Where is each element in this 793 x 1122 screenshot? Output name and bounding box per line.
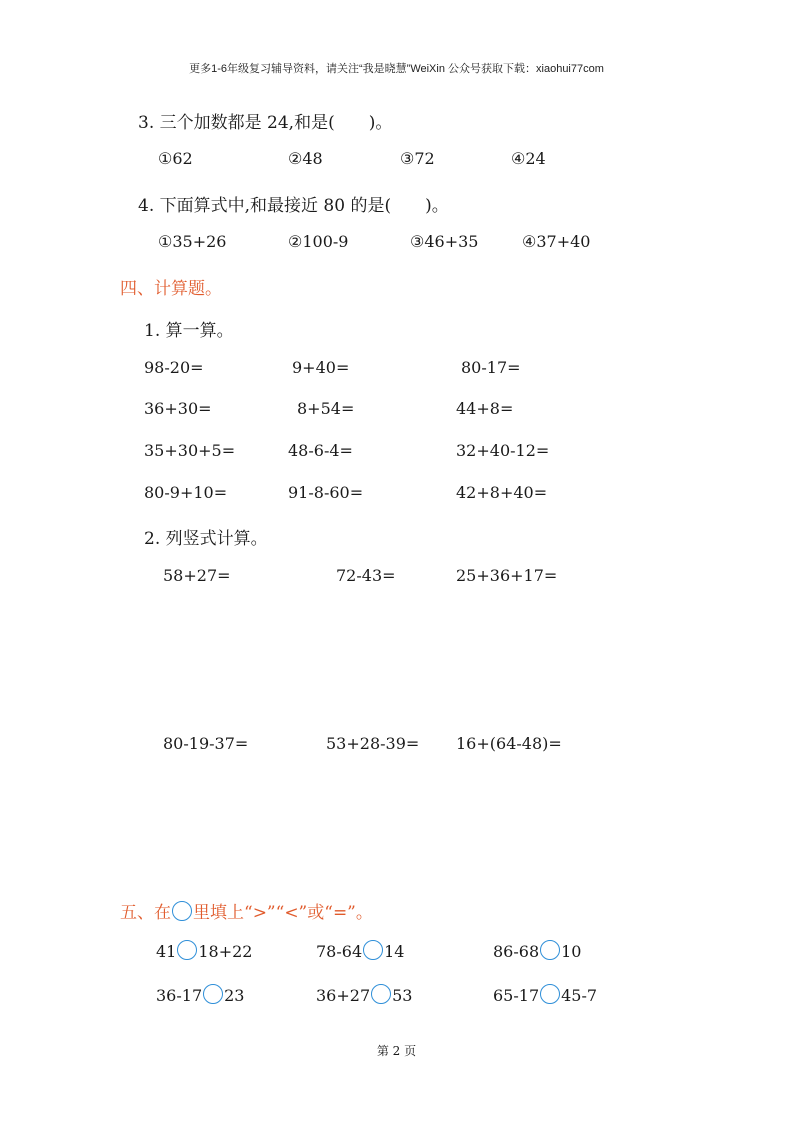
page-number: 第 2 页 [376,1044,417,1058]
compare-left: 86-68 [493,942,540,961]
calc-item: 35+30+5= [144,441,236,460]
q4-option-1: ①35+26 [158,232,227,251]
vertical-calc-item: 53+28-39= [326,734,420,753]
calc-item: 32+40-12= [456,441,550,460]
part-2-title: 2. 列竖式计算。 [144,529,268,549]
calc-item: 8+54= [297,399,355,418]
question-3: 3. 三个加数都是 24,和是( )。 [138,113,393,133]
page-header: 更多1-6年级复习辅导资料，请关注“我是晓慧”WeiXin 公众号获取下载：xiaohui77com [189,63,604,75]
vertical-calc-item: 58+27= [163,566,231,585]
q3-option-2: ②48 [288,149,323,168]
compare-item [316,984,412,1005]
compare-item [156,984,244,1005]
calc-item: 98-20= [144,358,204,377]
circle-icon [172,901,192,921]
q4-option-4: ④37+40 [522,232,591,251]
compare-right: 10 [561,942,582,961]
section-5-title-end: 里填上“>”“<”或“=”。 [193,903,373,923]
question-4: 4. 下面算式中,和最接近 80 的是( )。 [138,196,449,216]
q3-option-1: ①62 [158,149,193,168]
section-5-title-start: 五、在 [120,903,171,923]
calc-item: 48-6-4= [288,441,353,460]
calc-item: 44+8= [456,399,514,418]
compare-left: 36-17 [156,986,203,1005]
compare-circle-blank[interactable] [363,940,383,960]
compare-item [493,984,597,1005]
compare-right: 14 [384,942,405,961]
section-5-title [120,898,373,923]
compare-right: 45-7 [561,986,598,1005]
compare-left: 36+27 [316,986,371,1005]
compare-item [493,940,581,961]
compare-right: 23 [224,986,245,1005]
calc-item: 36+30= [144,399,212,418]
calc-item: 42+8+40= [456,483,548,502]
vertical-calc-item: 72-43= [336,566,396,585]
compare-circle-blank[interactable] [540,984,560,1004]
vertical-calc-item: 25+36+17= [456,566,558,585]
q4-option-3: ③46+35 [410,232,479,251]
compare-left: 78-64 [316,942,363,961]
q3-option-3: ③72 [400,149,435,168]
vertical-calc-item: 80-19-37= [163,734,249,753]
calc-item: 80-17= [461,358,521,377]
section-4-title: 四、计算题。 [120,279,222,299]
compare-item [316,940,404,961]
q4-option-2: ②100-9 [288,232,349,251]
compare-right: 53 [392,986,413,1005]
compare-left: 65-17 [493,986,540,1005]
calc-item: 80-9+10= [144,483,228,502]
compare-circle-blank[interactable] [371,984,391,1004]
vertical-calc-item: 16+(64-48)= [456,734,562,753]
compare-left: 41 [156,942,177,961]
calc-item: 91-8-60= [288,483,364,502]
compare-item [156,940,252,961]
compare-circle-blank[interactable] [177,940,197,960]
part-1-title: 1. 算一算。 [144,321,234,341]
compare-circle-blank[interactable] [540,940,560,960]
calc-item: 9+40= [292,358,350,377]
compare-circle-blank[interactable] [203,984,223,1004]
q3-option-4: ④24 [511,149,546,168]
compare-right: 18+22 [198,942,253,961]
